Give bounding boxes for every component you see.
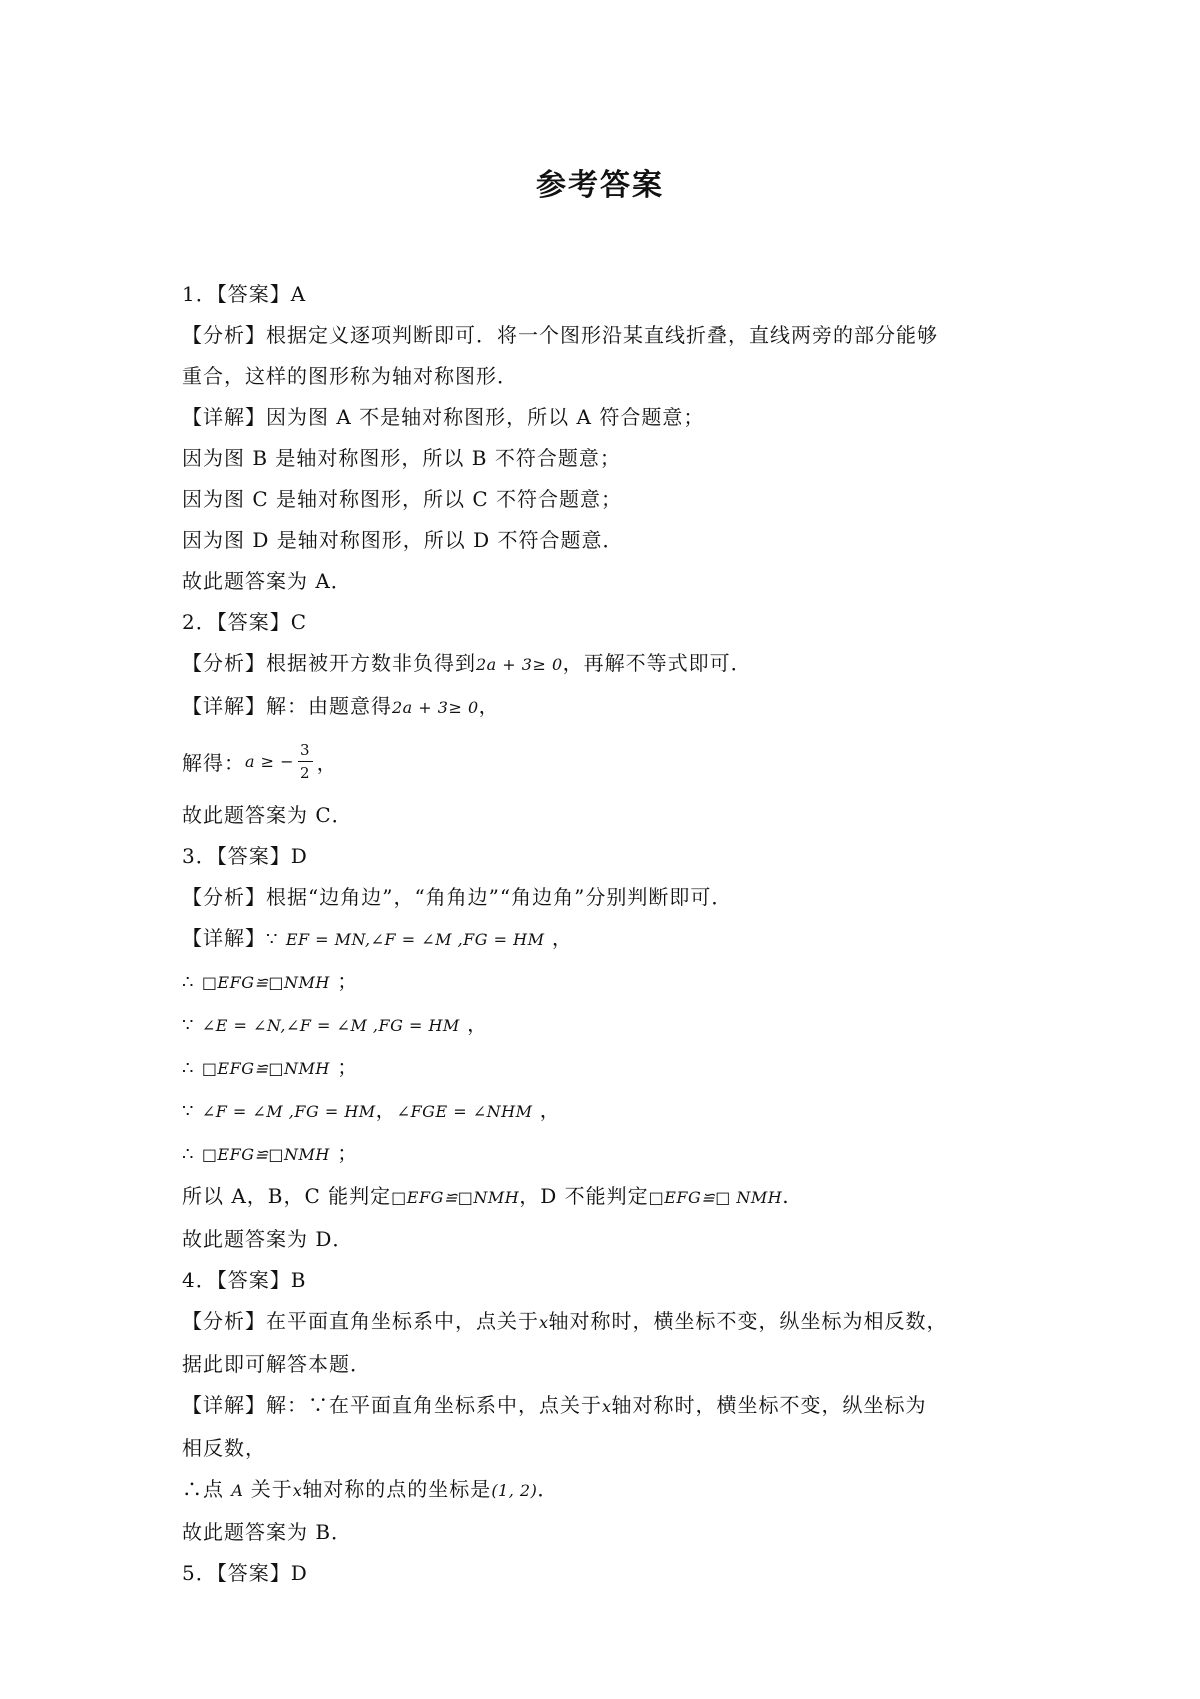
because-symbol: ∵ bbox=[266, 929, 279, 950]
q2-detail-suffix: ， bbox=[478, 694, 500, 718]
q4-analysis-line bbox=[182, 1309, 1042, 1335]
q4-detail-suffix: 轴对称时，横坐标不变，纵坐标为 bbox=[611, 1393, 927, 1417]
q3-congruence-2: □EFG≌□ NMH bbox=[648, 1188, 783, 1207]
point-label: A bbox=[231, 1481, 244, 1500]
because-symbol: ∵ bbox=[182, 1015, 195, 1036]
q3-congruence: □EFG≌□NMH bbox=[201, 1145, 330, 1164]
q4-result-mid: 关于 bbox=[250, 1477, 293, 1501]
q4-detail-line-cont: 相反数， bbox=[182, 1436, 266, 1460]
q2-solve-line bbox=[182, 731, 1042, 791]
q5-answer-line: 5．【答案】D bbox=[182, 1561, 308, 1585]
q2-detail-prefix: 【详解】解：由题意得 bbox=[182, 694, 392, 718]
q2-analysis-line bbox=[182, 651, 1042, 677]
fraction-denominator: 2 bbox=[300, 763, 311, 782]
point-coordinate: (1, 2) bbox=[491, 1481, 538, 1500]
q3-because-line bbox=[182, 1098, 1042, 1124]
q2-solve-lhs: a ≥ − bbox=[245, 751, 295, 771]
q1-detail-line: 因为图 B 是轴对称图形，所以 B 不符合题意； bbox=[182, 446, 621, 470]
q2-conclusion-line: 故此题答案为 C． bbox=[182, 803, 353, 827]
q1-detail-line: 【详解】因为图 A 不是轴对称图形，所以 A 符合题意； bbox=[182, 405, 705, 429]
q4-result-suffix: ． bbox=[537, 1477, 559, 1501]
q4-result-line bbox=[182, 1477, 1042, 1503]
q3-detail-prefix: 【详解】 bbox=[182, 926, 266, 950]
q4-conclusion-line: 故此题答案为 B． bbox=[182, 1520, 353, 1544]
q2-analysis-suffix: ，再解不等式即可． bbox=[562, 651, 752, 675]
q2-solve-suffix: ， bbox=[316, 750, 338, 775]
q3-conclusion-line: 故此题答案为 D． bbox=[182, 1227, 354, 1251]
q3-congruence: □EFG≌□NMH bbox=[391, 1188, 520, 1207]
q1-analysis-line: 【分析】根据定义逐项判断即可．将一个图形沿某直线折叠，直线两旁的部分能够 bbox=[182, 323, 938, 347]
q4-result-prefix: ∴点 bbox=[182, 1477, 224, 1501]
q3-summary-prefix: 所以 A，B，C 能判定 bbox=[182, 1184, 392, 1208]
because-symbol: ∵ bbox=[182, 1101, 195, 1122]
q4-analysis-suffix: 轴对称时，横坐标不变，纵坐标为相反数， bbox=[548, 1309, 948, 1333]
q3-congruence: □EFG≌□NMH bbox=[201, 1059, 330, 1078]
q3-semicolon: ； bbox=[329, 1055, 359, 1079]
q2-inequality: 2a + 3≥ 0 bbox=[392, 698, 479, 717]
q3-therefore-line bbox=[182, 1055, 1042, 1081]
answer-content bbox=[182, 282, 1042, 1602]
q3-congruence: □EFG≌□NMH bbox=[201, 973, 330, 992]
q3-semicolon: ； bbox=[329, 1141, 359, 1165]
x-variable: x bbox=[539, 1313, 549, 1332]
q3-condition-2-suffix: ， bbox=[459, 1012, 489, 1036]
x-variable: x bbox=[292, 1481, 303, 1500]
q2-fraction bbox=[298, 741, 313, 782]
therefore-symbol: ∴ bbox=[182, 1144, 195, 1165]
q3-summary-mid: ，D 不能判定 bbox=[519, 1184, 649, 1208]
q3-therefore-line bbox=[182, 969, 1042, 995]
q3-summary-suffix: . bbox=[782, 1184, 790, 1208]
q2-answer-line: 2．【答案】C bbox=[182, 610, 308, 634]
q4-detail-prefix: 【详解】解：∵在平面直角坐标系中，点关于 bbox=[182, 1393, 602, 1417]
q3-semicolon: ； bbox=[329, 969, 359, 993]
q1-detail-line: 因为图 C 是轴对称图形，所以 C 不符合题意； bbox=[182, 487, 623, 511]
therefore-symbol: ∴ bbox=[182, 1058, 195, 1079]
fraction-numerator: 3 bbox=[298, 741, 313, 762]
q4-answer-line: 4．【答案】B bbox=[182, 1268, 307, 1292]
q1-conclusion-line: 故此题答案为 A． bbox=[182, 569, 352, 593]
q1-analysis-line-cont: 重合，这样的图形称为轴对称图形． bbox=[182, 364, 518, 388]
q3-therefore-line bbox=[182, 1141, 1042, 1167]
q4-analysis-prefix: 【分析】在平面直角坐标系中，点关于 bbox=[182, 1309, 539, 1333]
q3-condition-3b: ∠FGE = ∠NHM bbox=[396, 1102, 533, 1121]
q2-detail-line bbox=[182, 694, 1042, 720]
page-title: 参考答案 bbox=[536, 168, 664, 203]
therefore-symbol: ∴ bbox=[182, 972, 195, 993]
q3-condition-1-suffix: ， bbox=[544, 926, 573, 950]
q4-detail-line bbox=[182, 1393, 1042, 1419]
q3-because-line bbox=[182, 1012, 1042, 1038]
q1-detail-line: 因为图 D 是轴对称图形，所以 D 不符合题意． bbox=[182, 528, 624, 552]
q3-condition-1: EF = MN,∠F = ∠M ,FG = HM bbox=[285, 930, 545, 949]
q3-answer-line: 3．【答案】D bbox=[182, 844, 308, 868]
q3-analysis-line: 【分析】根据“边角边”，“角角边”“角边角”分别判断即可． bbox=[182, 885, 733, 909]
q4-analysis-line-cont: 据此即可解答本题． bbox=[182, 1352, 371, 1376]
q3-condition-3-suffix: ， bbox=[532, 1098, 561, 1122]
q3-condition-3a: ∠F = ∠M ,FG = HM bbox=[201, 1102, 376, 1121]
q2-analysis-prefix: 【分析】根据被开方数非负得到 bbox=[182, 651, 476, 675]
q2-solve-prefix: 解得： bbox=[182, 750, 245, 775]
q3-detail-line bbox=[182, 926, 1042, 952]
q3-summary-line bbox=[182, 1184, 1042, 1210]
q1-answer-line: 1．【答案】A bbox=[182, 282, 307, 306]
q3-condition-3-sep: ， bbox=[375, 1098, 397, 1122]
q2-inequality: 2a + 3≥ 0 bbox=[476, 655, 563, 674]
q3-condition-2: ∠E = ∠N,∠F = ∠M ,FG = HM bbox=[201, 1016, 460, 1035]
x-variable: x bbox=[602, 1397, 612, 1416]
q4-result-mid2: 轴对称的点的坐标是 bbox=[302, 1477, 492, 1501]
